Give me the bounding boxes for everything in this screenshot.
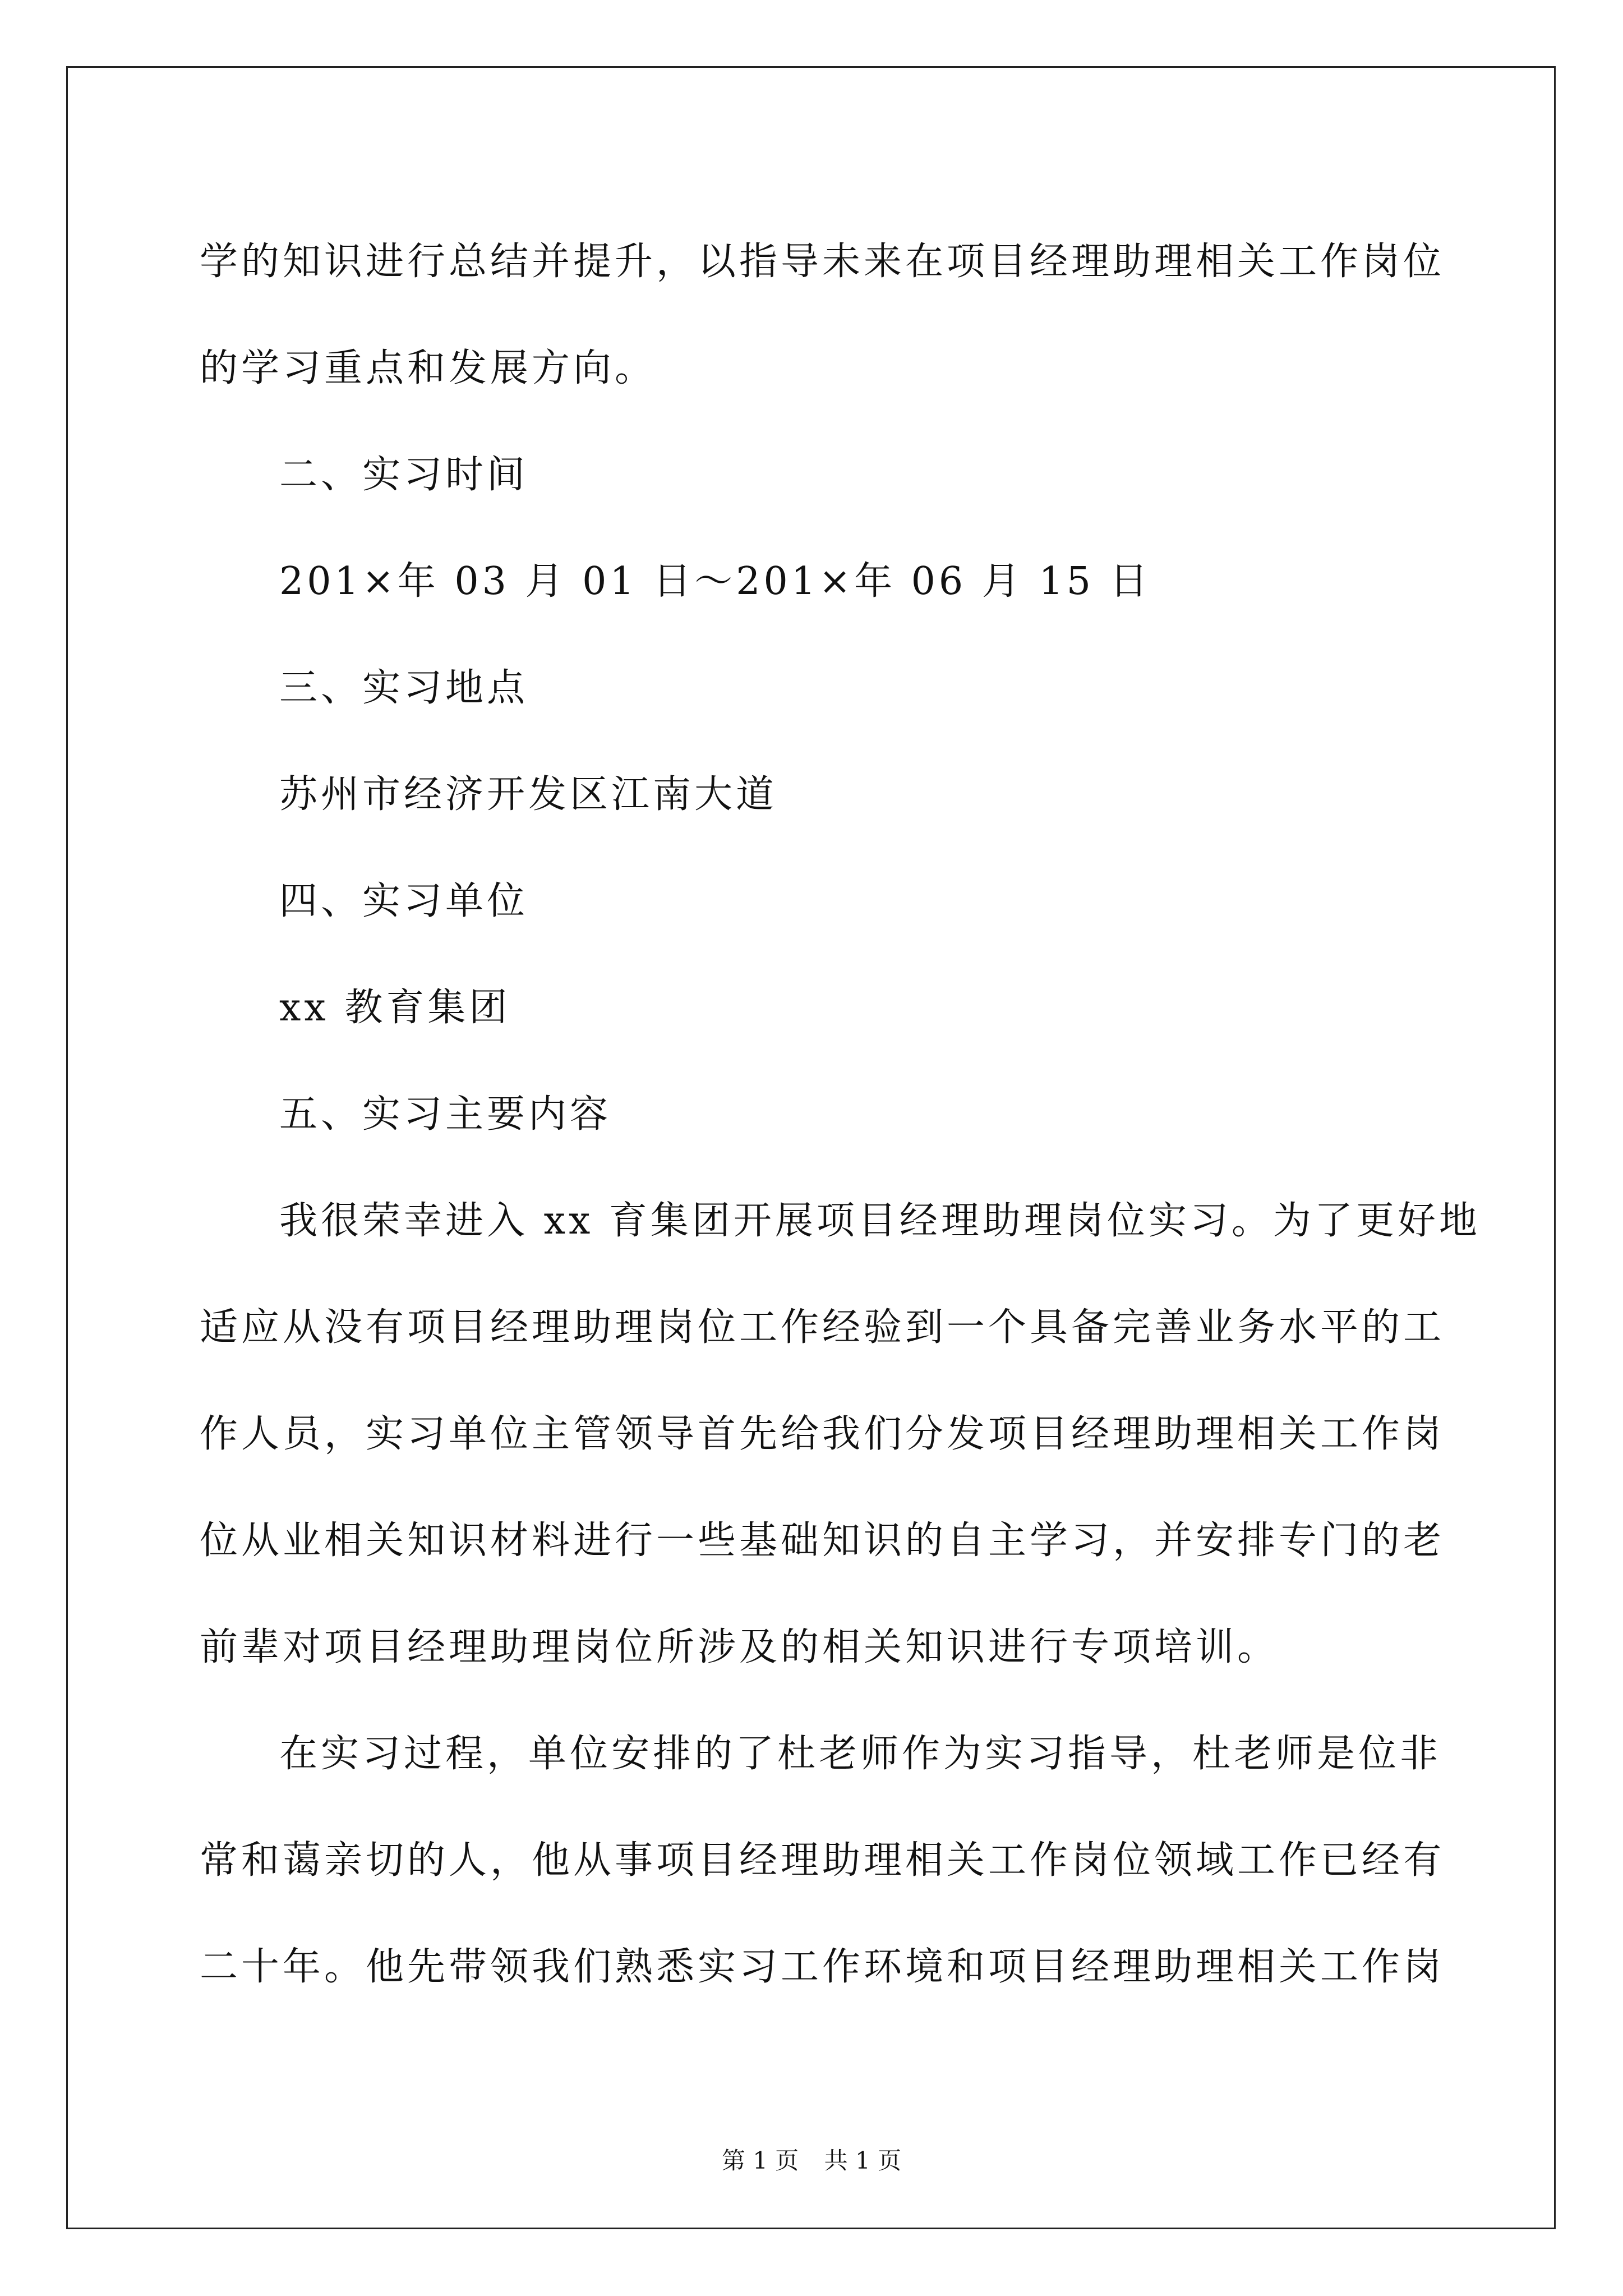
page-total: 共 1 页 bbox=[824, 2147, 902, 2174]
text-line: 在实习过程，单位安排的了杜老师作为实习指导，杜老师是位非 bbox=[279, 1732, 1442, 1776]
section-heading-location: 三、实习地点 bbox=[279, 666, 529, 710]
internship-unit: xx 教育集团 bbox=[279, 986, 511, 1030]
internship-location: 苏州市经济开发区江南大道 bbox=[279, 772, 778, 817]
text-line: 位从业相关知识材料进行一些基础知识的自主学习，并安排专门的老 bbox=[200, 1519, 1445, 1563]
text-line: 适应从没有项目经理助理岗位工作经验到一个具备完善业务水平的工 bbox=[200, 1305, 1445, 1350]
text-line: 常和蔼亲切的人，他从事项目经理助理相关工作岗位领域工作已经有 bbox=[200, 1838, 1445, 1883]
text-line: 的学习重点和发展方向。 bbox=[200, 346, 657, 390]
page-footer bbox=[0, 2144, 1623, 2178]
text-line: 我很荣幸进入 xx 育集团开展项目经理助理岗位实习。为了更好地 bbox=[279, 1199, 1481, 1243]
section-heading-content: 五、实习主要内容 bbox=[279, 1092, 612, 1137]
section-heading-time: 二、实习时间 bbox=[279, 453, 529, 497]
text-line: 学的知识进行总结并提升，以指导未来在项目经理助理相关工作岗位 bbox=[200, 240, 1445, 284]
text-line: 前辈对项目经理助理岗位所涉及的相关知识进行专项培训。 bbox=[200, 1625, 1279, 1669]
internship-dates: 201×年 03 月 01 日～201×年 06 月 15 日 bbox=[279, 559, 1151, 604]
section-heading-unit: 四、实习单位 bbox=[279, 879, 529, 923]
page-number: 第 1 页 bbox=[721, 2147, 799, 2174]
document-body bbox=[200, 209, 1481, 2021]
text-line: 作人员，实习单位主管领导首先给我们分发项目经理助理相关工作岗 bbox=[200, 1412, 1445, 1456]
text-line: 二十年。他先带领我们熟悉实习工作环境和项目经理助理相关工作岗 bbox=[200, 1945, 1445, 1989]
